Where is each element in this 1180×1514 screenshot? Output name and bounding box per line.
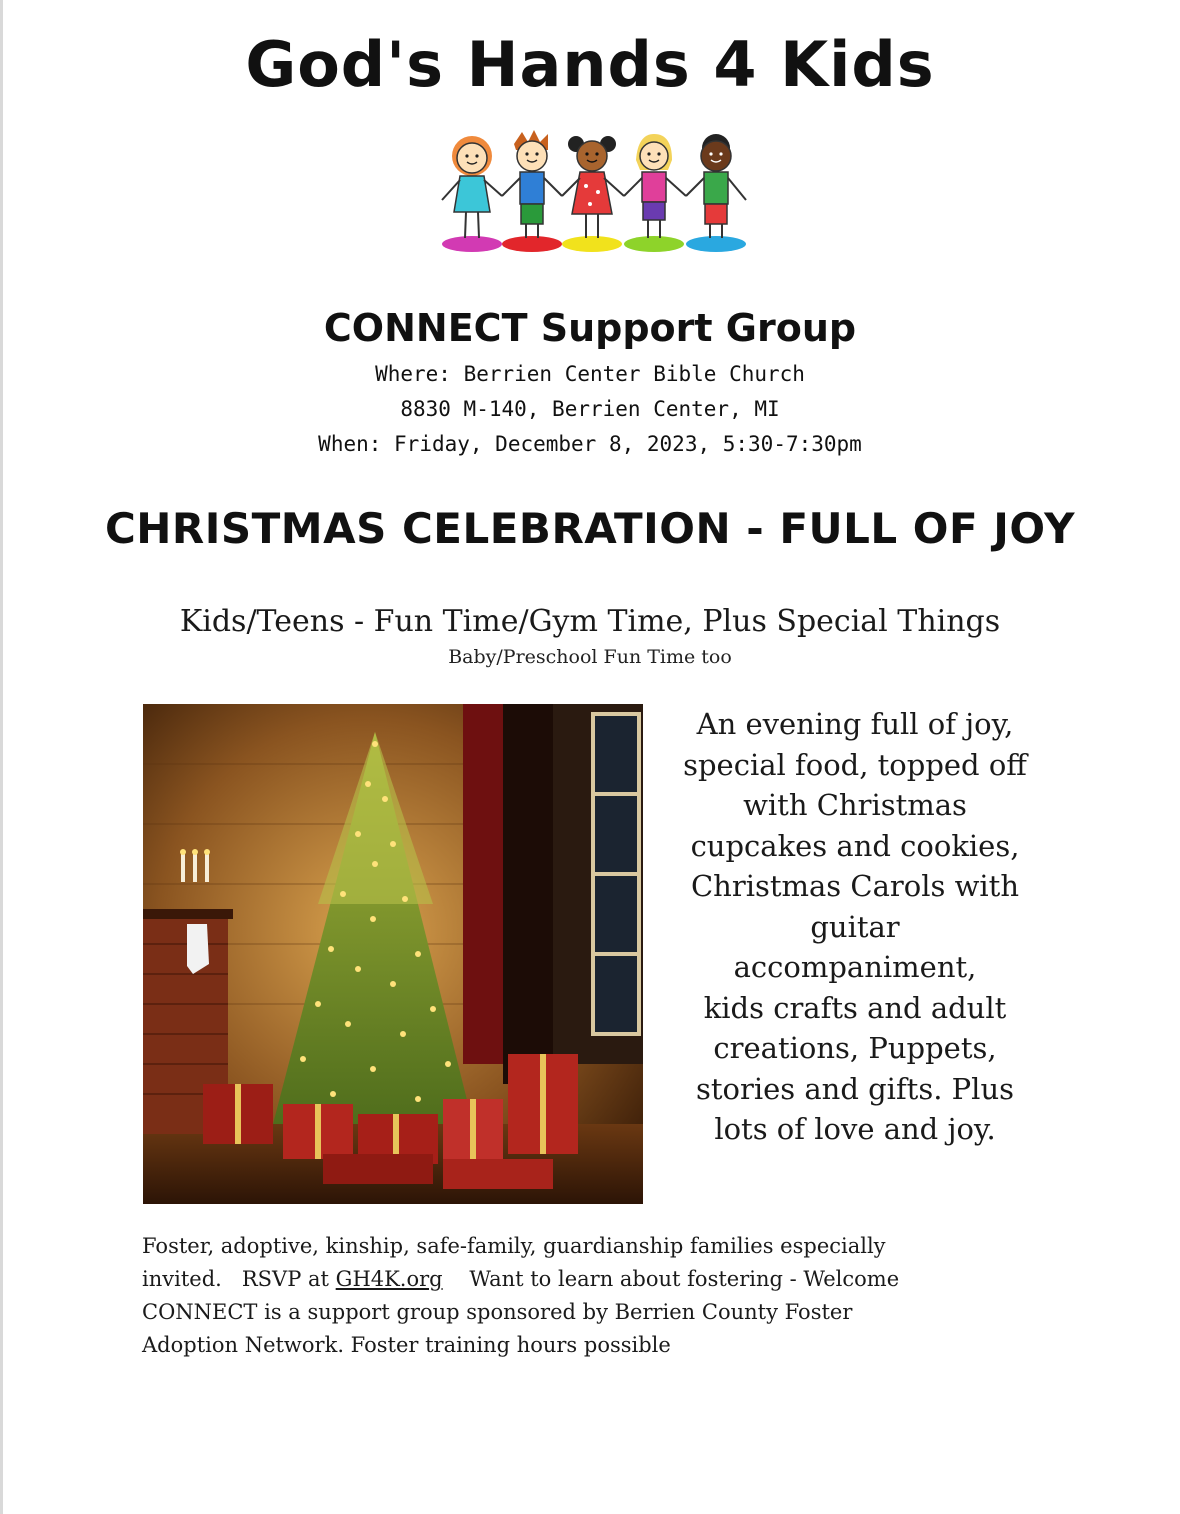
kids-holding-hands-illustration	[432, 120, 762, 260]
description-line: lots of love and joy.	[714, 1112, 996, 1146]
feet-spot	[442, 236, 502, 252]
feet-spot	[562, 236, 622, 252]
footer-invited: invited.	[142, 1267, 222, 1291]
description-line: An evening full of joy,	[696, 707, 1014, 741]
event-date-time: When: Friday, December 8, 2023, 5:30-7:30pm	[318, 432, 862, 456]
page-left-edge	[0, 0, 3, 1514]
description-line: accompaniment,	[733, 950, 977, 984]
description-line: with Christmas	[743, 788, 967, 822]
description-line: guitar	[810, 909, 900, 944]
rsvp-prefix: RSVP at	[241, 1267, 329, 1291]
feet-spot	[686, 236, 746, 252]
feet-spot	[624, 236, 684, 252]
description-line: stories and gifts. Plus	[695, 1071, 1015, 1106]
kid-figure	[686, 134, 746, 238]
description-line: kids crafts and adult	[703, 990, 1007, 1025]
footer-line: Adoption Network. Foster training hours possible	[142, 1333, 671, 1357]
event-address: 8830 M-140, Berrien Center, MI	[400, 397, 780, 421]
support-group-title: CONNECT Support Group	[323, 306, 857, 350]
activities-sub: Baby/Preschool Fun Time too	[448, 646, 732, 668]
description-line: Christmas Carols with	[690, 869, 1020, 903]
footer-invitation	[142, 1230, 1062, 1362]
kid-figure	[442, 136, 502, 238]
description-line: special food, topped off	[683, 747, 1027, 782]
fostering-welcome: Want to learn about fostering - Welcome	[469, 1267, 900, 1291]
event-location: Where: Berrien Center Bible Church	[375, 362, 805, 386]
rsvp-link[interactable]: GH4K.org	[335, 1267, 443, 1291]
footer-line: CONNECT is a support group sponsored by Berrien County Foster	[142, 1300, 853, 1324]
kid-figure	[624, 134, 686, 238]
celebration-title: CHRISTMAS CELEBRATION - FULL OF JOY	[104, 504, 1076, 553]
kid-figure	[562, 136, 624, 238]
feet-spot	[502, 236, 562, 252]
description-line: cupcakes and cookies,	[690, 828, 1020, 863]
christmas-tree-photo	[143, 704, 643, 1204]
footer-line: Foster, adoptive, kinship, safe-family, guardianship families especially	[142, 1234, 886, 1258]
event-description	[660, 704, 1050, 1150]
org-title: God's Hands 4 Kids	[245, 28, 935, 101]
description-line: creations, Puppets,	[713, 1031, 997, 1065]
activities-main: Kids/Teens - Fun Time/Gym Time, Plus Special Things	[179, 604, 1001, 639]
kid-figure	[502, 130, 562, 238]
